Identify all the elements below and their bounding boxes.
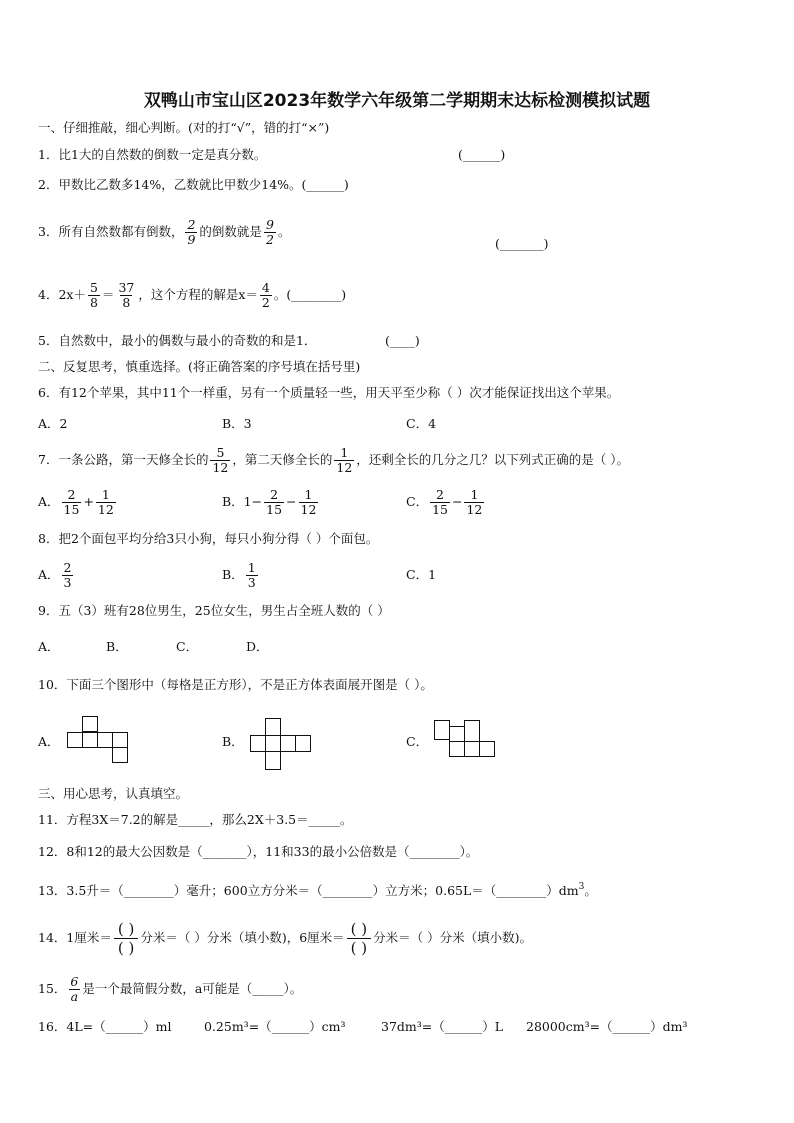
- section-heading-choice: 二、反复思考，慎重选择。(将正确答案的序号填在括号里): [38, 359, 361, 374]
- q13-superscript: 3: [578, 882, 585, 892]
- q8-option-c[interactable]: C．1: [406, 567, 437, 582]
- q3-text-pre: 3．所有自然数都有倒数，: [38, 224, 184, 239]
- q8-option-b[interactable]: B． $\frac{1}{3}$: [222, 560, 256, 590]
- q9-option-a[interactable]: A．: [38, 639, 60, 654]
- cube-net-figure-b: [249, 718, 311, 772]
- q9-option-d[interactable]: D．: [246, 639, 269, 654]
- question-14: [38, 914, 532, 962]
- answer-blank-5[interactable]: (____): [385, 333, 420, 348]
- q7-option-c[interactable]: C． $\frac{2}{15}$ − $\frac{1}{12}$: [406, 487, 483, 517]
- section-heading-judgement: 一、仔细推敲，细心判断。(对的打“√”，错的打“×”): [38, 120, 330, 135]
- q6-option-b[interactable]: B．3: [222, 416, 252, 431]
- q7-text-mid: ，第二天修全长的: [232, 452, 333, 467]
- fraction: $\frac{1}{12}$: [300, 487, 317, 517]
- page-title: 双鸭山市宝山区2023年数学六年级第二学期期末达标检测模拟试题: [143, 91, 651, 111]
- fraction-37-8: $\frac{37}{8}$: [118, 280, 135, 310]
- question-13: [38, 879, 597, 899]
- q9-option-c[interactable]: C．: [176, 639, 199, 654]
- q4-equals: ＝: [101, 287, 115, 302]
- q8-option-a[interactable]: A． $\frac{2}{3}$: [38, 560, 72, 590]
- q15-text-pre: 15．: [38, 981, 67, 996]
- q6-option-c[interactable]: C．4: [406, 416, 437, 431]
- q7-text-post: ，还剩全长的几分之几？以下列式正确的是（ ）。: [356, 452, 630, 467]
- q3-text-post: 。: [277, 224, 291, 239]
- question-7: [38, 440, 629, 480]
- q13-text: 13．3.5升＝（________）毫升；600立方分米＝（________）立方米；0.65L＝（________）dm: [38, 883, 579, 898]
- q4-text-pre: 4．2x＋: [38, 287, 86, 302]
- fraction: $\frac{2}{15}$: [432, 487, 448, 517]
- question-2: 2．甲数比乙数多14%，乙数就比甲数少14%。(______): [38, 177, 349, 192]
- fraction-1-12: $\frac{1}{12}$: [336, 445, 353, 475]
- q4-text-mid: ，这个方程的解是x＝: [138, 287, 258, 302]
- q14-text-mid: 分米＝（ ）分米（填小数)，6厘米＝: [140, 930, 345, 945]
- fraction-5-8: $\frac{5}{8}$: [89, 280, 98, 310]
- question-11: 11．方程3X＝7.2的解是_____，那么2X＋3.5＝_____。: [38, 812, 353, 827]
- fraction-blank-1[interactable]: $\frac{( )}{( )}$: [114, 920, 138, 957]
- question-9: 9．五（3）班有28位男生，25位女生，男生占全班人数的（ ）: [38, 603, 390, 618]
- question-16-part-c: 37dm³=（______）L: [381, 1019, 504, 1034]
- q7-text-pre: 7．一条公路，第一天修全长的: [38, 452, 209, 467]
- question-16-part-b: 0.25m³=（______）cm³: [204, 1019, 346, 1034]
- q14-text-pre: 14．1厘米＝: [38, 930, 112, 945]
- question-3: [38, 212, 290, 252]
- fraction: $\frac{2}{15}$: [63, 487, 80, 517]
- question-16-part-a: 16．4L=（______）ml: [38, 1019, 172, 1034]
- q9-option-b[interactable]: B．: [106, 639, 128, 654]
- fraction-blank-2[interactable]: $\frac{( )}{( )}$: [347, 920, 371, 957]
- question-1: 1．比1大的自然数的倒数一定是真分数。: [38, 147, 267, 162]
- fraction: $\frac{1}{12}$: [466, 487, 483, 517]
- fraction: $\frac{2}{15}$: [266, 487, 283, 517]
- question-12: 12．8和12的最大公因数是（_______），11和33的最小公倍数是（________）。: [38, 844, 479, 859]
- question-4: [38, 275, 346, 315]
- cube-net-figure-a: [66, 716, 128, 768]
- q4-text-post: 。(________): [273, 287, 347, 302]
- question-6: 6．有12个苹果，其中11个一样重，另有一个质量轻一些，用天平至少称（ ）次才能保证找出这个苹果。: [38, 385, 620, 400]
- q10-option-c[interactable]: C．: [406, 734, 429, 749]
- fraction: $\frac{1}{12}$: [97, 487, 114, 517]
- q7-option-b[interactable]: B．1− $\frac{2}{15}$ − $\frac{1}{12}$: [222, 487, 317, 517]
- question-10: 10．下面三个图形中（每格是正方形），不是正方体表面展开图是（ ）。: [38, 677, 433, 692]
- question-16-part-d: 28000cm³=（______）dm³: [526, 1019, 688, 1034]
- q13-text-post: 。: [584, 883, 597, 898]
- fraction-5-12: $\frac{5}{12}$: [212, 445, 229, 475]
- answer-blank-3[interactable]: (_______): [495, 236, 549, 251]
- fraction-2-3: $\frac{2}{3}$: [63, 560, 72, 590]
- cube-net-figure-c: [433, 720, 495, 760]
- question-15: [38, 969, 302, 1009]
- fraction-9-2: $\frac{9}{2}$: [265, 217, 274, 247]
- q14-text-post: 分米＝（ ）分米（填小数)。: [373, 930, 532, 945]
- fraction-4-2: $\frac{4}{2}$: [261, 280, 270, 310]
- q6-option-a[interactable]: A．2: [38, 416, 68, 431]
- fraction-2-9: $\frac{2}{9}$: [187, 217, 196, 247]
- question-5: 5．自然数中，最小的偶数与最小的奇数的和是1．: [38, 333, 317, 348]
- question-8: 8．把2个面包平均分给3只小狗，每只小狗分得（ ）个面包。: [38, 531, 379, 546]
- answer-blank-1[interactable]: (______): [458, 147, 506, 162]
- section-heading-fill: 三、用心思考，认真填空。: [38, 786, 189, 801]
- q7-option-a[interactable]: A． $\frac{2}{15}$ + $\frac{1}{12}$: [38, 487, 114, 517]
- fraction-1-3: $\frac{1}{3}$: [247, 560, 256, 590]
- q3-text-mid: 的倒数就是: [199, 224, 262, 239]
- fraction-6-a: $\frac{6}{a}$: [70, 974, 79, 1004]
- q15-text-post: 是一个最简假分数，a可能是（_____）。: [82, 981, 303, 996]
- q10-option-b[interactable]: B．: [222, 734, 244, 749]
- q10-option-a[interactable]: A．: [38, 734, 60, 749]
